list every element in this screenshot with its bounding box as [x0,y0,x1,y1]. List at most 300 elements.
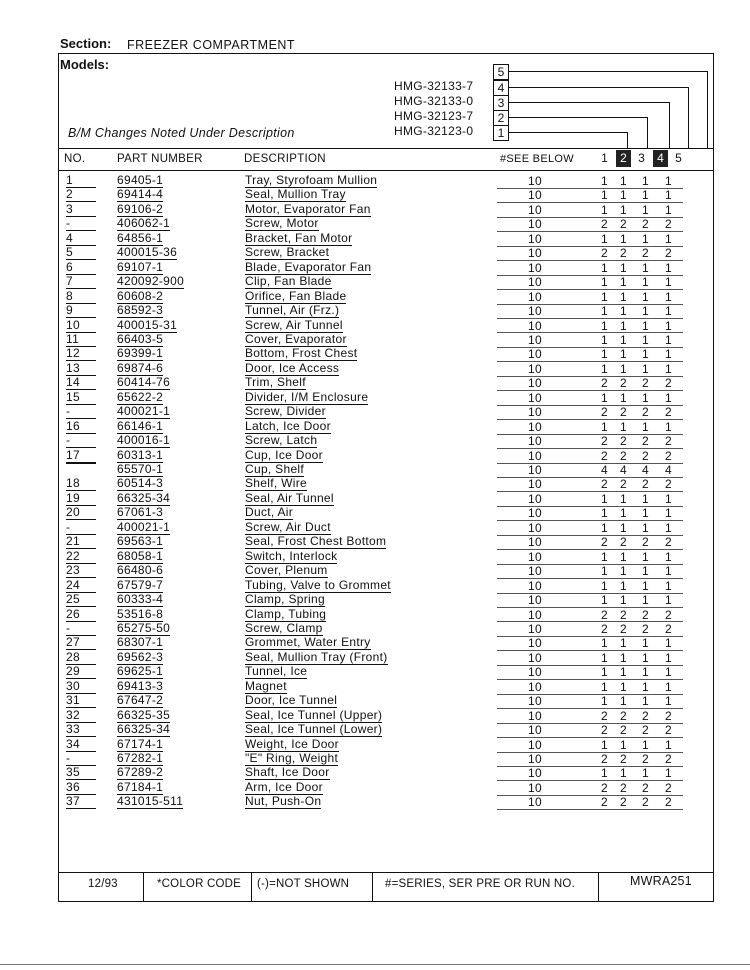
row-number: - [66,434,96,448]
quantity-model-4: 1 [665,231,672,246]
part-description: Cup, Shelf [245,462,305,476]
model-leader-line [509,132,627,133]
quantity-model-1: 2 [601,434,608,449]
quantity-model-3: 1 [642,578,649,593]
quantity-model-4: 2 [665,376,672,391]
quantity-model-2: 1 [620,188,627,203]
model-leader-drop [688,87,689,148]
row-rule [497,752,683,753]
part-number: 431015-511 [117,794,184,809]
see-below-value: 10 [528,463,542,477]
part-description: Screw, Air Duct [245,519,331,534]
quantity-model-1: 1 [601,304,608,319]
part-number: 69405-1 [117,173,164,187]
see-below-value: 10 [528,520,542,535]
quantity-model-2: 1 [620,578,627,593]
quantity-model-1: 1 [601,332,608,347]
see-below-value: 10 [528,347,542,362]
row-rule [497,564,683,565]
header-top-rule [58,148,713,149]
quantity-model-1: 1 [601,188,608,203]
part-number: 400021-1 [117,519,171,534]
part-number: 66325-35 [117,707,171,722]
part-number: 67289-2 [117,765,164,780]
part-number: 68307-1 [117,635,164,650]
quantity-model-2: 2 [620,535,627,550]
model-leader-drop [669,102,670,148]
quantity-model-2: 1 [620,679,627,694]
quantity-model-1: 1 [601,636,608,651]
quantity-model-2: 2 [620,217,627,232]
footer-date: 12/93 [88,878,118,890]
row-number: - [66,217,96,231]
row-number: 24 [66,579,96,593]
quantity-model-1: 2 [601,780,608,795]
quantity-model-3: 2 [642,217,649,232]
see-below-value: 10 [528,665,542,680]
see-below-value: 10 [528,332,542,347]
quantity-model-4: 1 [665,289,672,304]
footer-series-note: #=SERIES, SER PRE OR RUN NO. [385,878,575,890]
quantity-model-3: 2 [642,405,649,420]
quantity-model-4: 2 [665,535,672,550]
part-number: 69625-1 [117,664,164,679]
part-description: Door, Ice Access [245,360,340,375]
row-rule [497,231,683,232]
quantity-model-1: 2 [601,723,608,738]
part-number: 60333-4 [117,592,164,607]
part-description: Screw, Latch [245,433,318,448]
part-description: Seal, Ice Tunnel (Upper) [245,707,383,722]
row-rule [497,347,683,348]
quantity-model-4: 1 [665,318,672,333]
quantity-model-1: 1 [601,578,608,593]
see-below-value: 10 [528,535,542,550]
see-below-value: 10 [528,795,542,810]
quantity-model-2: 2 [620,780,627,795]
row-rule [497,723,683,724]
quantity-model-2: 1 [620,650,627,665]
part-number: 69562-3 [117,649,164,664]
quantity-model-2: 1 [620,506,627,521]
quantity-model-1: 2 [601,448,608,463]
row-rule [497,549,683,550]
see-below-value: 10 [528,246,542,261]
part-number: 60414-76 [117,375,171,390]
part-number: 69413-3 [117,678,164,693]
row-rule [497,463,683,464]
row-number: 26 [66,608,96,622]
part-number: 420092-900 [117,274,185,289]
part-number: 66403-5 [117,331,164,346]
quantity-model-4: 1 [665,390,672,405]
part-description: Nut, Push-On [245,794,322,809]
bm-changes-note: B/M Changes Noted Under Description [68,126,295,140]
quantity-model-2: 1 [620,694,627,709]
quantity-model-4: 1 [665,188,672,203]
quantity-model-4: 1 [665,304,672,319]
quantity-model-1: 2 [601,405,608,420]
quantity-model-4: 1 [665,347,672,362]
row-number: 29 [66,665,96,679]
see-below-value: 10 [528,202,542,217]
model-column-4: 4 [653,150,668,167]
see-below-value: 10 [528,491,542,506]
quantity-model-2: 2 [620,405,627,420]
quantity-model-3: 1 [642,766,649,781]
model-name: HMG-32123-7 [394,109,474,123]
part-description: Screw, Clamp [245,620,323,635]
part-number: 406062-1 [117,216,171,231]
top-rule [58,53,714,54]
row-rule [497,694,683,695]
see-below-value: 10 [528,419,542,434]
see-below-value: 10 [528,593,542,608]
quantity-model-4: 1 [665,260,672,275]
see-below-value: 10 [528,217,542,232]
see-below-value: 10 [528,650,542,665]
see-below-value: 10 [528,708,542,723]
footer-color-code: *COLOR CODE [157,878,241,890]
part-number: 67647-2 [117,693,164,708]
row-number: 4 [66,232,96,246]
row-rule [497,593,683,594]
part-description: Seal, Air Tunnel [245,490,334,505]
part-number: 67174-1 [117,736,164,751]
see-below-value: 10 [528,318,542,333]
quantity-model-1: 1 [601,275,608,290]
part-description: Seal, Frost Chest Bottom [245,534,387,549]
quantity-model-2: 1 [620,318,627,333]
quantity-model-2: 1 [620,766,627,781]
part-description: Screw, Divider [245,404,326,419]
quantity-model-4: 4 [665,463,672,477]
quantity-model-4: 2 [665,405,672,420]
left-border [58,53,59,902]
model-name: HMG-32133-0 [394,94,474,108]
footer-top-rule [58,872,713,873]
row-number: 2 [66,188,96,202]
footer-divider [251,872,252,901]
section-value: FREEZER COMPARTMENT [127,38,296,52]
quantity-model-1: 1 [601,202,608,217]
model-leader-line [509,71,707,72]
part-description: Arm, Ice Door [245,779,323,794]
quantity-model-1: 2 [601,607,608,622]
see-below-value: 10 [528,260,542,275]
quantity-model-2: 1 [620,491,627,506]
part-description: Seal, Mullion Tray (Front) [245,649,388,664]
quantity-model-3: 2 [642,752,649,766]
model-name: HMG-32123-0 [394,124,474,138]
quantity-model-4: 1 [665,491,672,506]
row-number: - [66,752,96,766]
quantity-model-1: 2 [601,708,608,723]
quantity-model-3: 4 [642,463,649,477]
part-number: 53516-8 [117,606,164,621]
row-rule [497,318,683,319]
see-below-value: 10 [528,361,542,376]
row-number: 27 [66,636,96,650]
quantity-model-2: 1 [620,549,627,564]
row-rule [497,780,683,781]
row-number: 34 [66,738,96,752]
quantity-model-2: 1 [620,260,627,275]
footer-bottom-rule [58,901,713,902]
part-number: 66146-1 [117,418,164,433]
see-below-value: 10 [528,636,542,651]
quantity-model-3: 1 [642,390,649,405]
quantity-model-1: 4 [601,463,608,477]
row-number: 36 [66,781,96,795]
model-column-5: 5 [675,151,682,165]
row-number: 23 [66,564,96,578]
quantity-model-4: 1 [665,665,672,680]
quantity-model-4: 1 [665,275,672,290]
part-number: 67579-7 [117,577,164,592]
quantity-model-1: 2 [601,217,608,232]
see-below-value: 10 [528,578,542,593]
row-number: 31 [66,694,96,708]
model-column-1: 1 [601,151,608,165]
model-name: HMG-32133-7 [394,79,474,93]
quantity-model-3: 1 [642,231,649,246]
model-leader-line [509,117,647,118]
see-below-value: 10 [528,405,542,420]
part-description: Bottom, Frost Chest [245,346,358,361]
quantity-model-4: 1 [665,506,672,521]
model-column-2: 2 [616,150,631,167]
quantity-model-3: 1 [642,737,649,752]
quantity-model-3: 1 [642,419,649,434]
row-number: 12 [66,347,96,361]
row-number: 7 [66,275,96,289]
part-description: Tunnel, Ice [245,664,308,679]
quantity-model-3: 2 [642,535,649,550]
see-below-value: 10 [528,506,542,521]
part-number: 65275-50 [117,620,171,635]
row-rule [497,708,683,709]
row-number: 3 [66,203,96,217]
part-description: Screw, Air Tunnel [245,317,343,332]
see-below-value: 10 [528,304,542,319]
quantity-model-4: 1 [665,694,672,709]
quantity-model-1: 1 [601,549,608,564]
row-rule [497,260,683,261]
row-rule [497,361,683,362]
section-label: Section: [60,36,112,51]
quantity-model-1: 1 [601,737,608,752]
row-rule [497,390,683,391]
row-rule [497,217,683,218]
quantity-model-3: 2 [642,376,649,391]
row-rule [497,332,683,333]
quantity-model-2: 1 [620,665,627,680]
part-description: Shelf, Wire [245,476,307,491]
quantity-model-1: 1 [601,694,608,709]
row-number: 14 [66,376,96,390]
quantity-model-4: 2 [665,246,672,261]
see-below-value: 10 [528,679,542,694]
row-number: 18 [66,477,96,491]
see-below-value: 10 [528,376,542,391]
quantity-model-2: 1 [620,347,627,362]
quantity-model-2: 2 [620,723,627,738]
quantity-model-4: 1 [665,679,672,694]
see-below-value: 10 [528,694,542,709]
row-number: - [66,521,96,535]
quantity-model-1: 1 [601,419,608,434]
model-index-box: 2 [493,110,509,126]
quantity-model-1: 1 [601,679,608,694]
part-number: 69874-6 [117,360,164,375]
quantity-model-2: 2 [620,477,627,492]
model-leader-drop [627,132,628,148]
quantity-model-1: 1 [601,347,608,362]
part-description: Clamp, Spring [245,592,325,607]
quantity-model-3: 1 [642,260,649,275]
quantity-model-2: 1 [620,275,627,290]
quantity-model-3: 1 [642,275,649,290]
quantity-model-3: 1 [642,347,649,362]
quantity-model-3: 1 [642,318,649,333]
part-description: Screw, Bracket [245,245,330,260]
quantity-model-4: 1 [665,737,672,752]
quantity-model-4: 1 [665,549,672,564]
part-number: 69107-1 [117,259,164,274]
quantity-model-2: 1 [620,737,627,752]
part-description: Orifice, Fan Blade [245,288,347,303]
quantity-model-2: 2 [620,708,627,723]
quantity-model-1: 1 [601,390,608,405]
row-number: 35 [66,766,96,780]
model-column-3: 3 [638,151,645,165]
part-description: Clip, Fan Blade [245,274,332,289]
model-index-box: 3 [493,95,509,111]
quantity-model-3: 2 [642,723,649,738]
part-description: Switch, Interlock [245,548,338,563]
quantity-model-3: 1 [642,549,649,564]
quantity-model-2: 2 [620,434,627,449]
part-number: 67282-1 [117,751,164,765]
row-rule [497,448,683,449]
quantity-model-4: 1 [665,636,672,651]
part-number: 66325-34 [117,722,171,737]
part-description: Motor, Evaporator Fan [245,201,371,216]
row-rule [497,419,683,420]
quantity-model-3: 1 [642,636,649,651]
quantity-model-4: 2 [665,448,672,463]
part-number: 64856-1 [117,230,164,245]
col-header-description: DESCRIPTION [244,153,326,165]
quantity-model-4: 1 [665,578,672,593]
part-description: Cover, Evaporator [245,331,347,346]
part-description: Latch, Ice Door [245,418,331,433]
quantity-model-3: 1 [642,679,649,694]
quantity-model-1: 2 [601,246,608,261]
part-number: 67061-3 [117,505,164,520]
quantity-model-1: 2 [601,477,608,492]
see-below-value: 10 [528,737,542,752]
quantity-model-1: 2 [601,752,608,766]
see-below-value: 10 [528,723,542,738]
see-below-value: 10 [528,275,542,290]
quantity-model-3: 2 [642,434,649,449]
quantity-model-1: 2 [601,535,608,550]
col-header-see-below: #SEE BELOW [500,153,574,165]
see-below-value: 10 [528,231,542,246]
row-number: - [66,622,96,636]
part-number: 400016-1 [117,433,171,448]
quantity-model-2: 2 [620,795,627,810]
row-number: 1 [66,174,96,188]
part-description: Blade, Evaporator Fan [245,259,372,274]
part-description: Tunnel, Air (Frz.) [245,303,340,318]
see-below-value: 10 [528,390,542,405]
row-rule [497,405,683,406]
part-number: 68592-3 [117,303,164,318]
row-number: 21 [66,535,96,549]
part-number: 68058-1 [117,548,164,563]
quantity-model-1: 1 [601,520,608,535]
row-rule [497,202,683,203]
part-number: 400015-36 [117,245,178,260]
part-description: Screw, Motor [245,216,319,231]
quantity-model-2: 1 [620,231,627,246]
row-number: 17 [66,449,96,463]
row-rule [497,275,683,276]
quantity-model-2: 2 [620,621,627,636]
quantity-model-4: 1 [665,520,672,535]
row-rule [497,766,683,767]
see-below-value: 10 [528,621,542,636]
quantity-model-3: 1 [642,289,649,304]
part-description: Clamp, Tubing [245,606,327,621]
part-description: Bracket, Fan Motor [245,230,353,245]
model-leader-line [509,87,688,88]
footer-doc-code: MWRA251 [630,874,692,888]
row-number: 16 [66,420,96,434]
row-number: 13 [66,362,96,376]
model-leader-line [509,102,669,103]
quantity-model-3: 2 [642,621,649,636]
quantity-model-2: 2 [620,752,627,766]
row-number: 19 [66,492,96,506]
see-below-value: 10 [528,188,542,203]
model-index-box: 5 [493,64,509,80]
part-description: Magnet [245,678,287,693]
quantity-model-3: 2 [642,607,649,622]
row-rule [497,795,683,796]
quantity-model-3: 2 [642,448,649,463]
see-below-value: 10 [528,289,542,304]
quantity-model-1: 1 [601,289,608,304]
model-index-box: 4 [493,80,509,96]
quantity-model-2: 2 [620,607,627,622]
row-rule [497,506,683,507]
part-number: 65570-1 [117,462,164,476]
quantity-model-3: 1 [642,564,649,579]
quantity-model-1: 1 [601,766,608,781]
quantity-model-4: 1 [665,564,672,579]
part-description: Cup, Ice Door [245,447,323,462]
see-below-value: 10 [528,780,542,795]
row-rule [497,621,683,622]
quantity-model-2: 1 [620,520,627,535]
quantity-model-2: 1 [620,304,627,319]
right-border [713,53,714,902]
quantity-model-3: 1 [642,202,649,217]
